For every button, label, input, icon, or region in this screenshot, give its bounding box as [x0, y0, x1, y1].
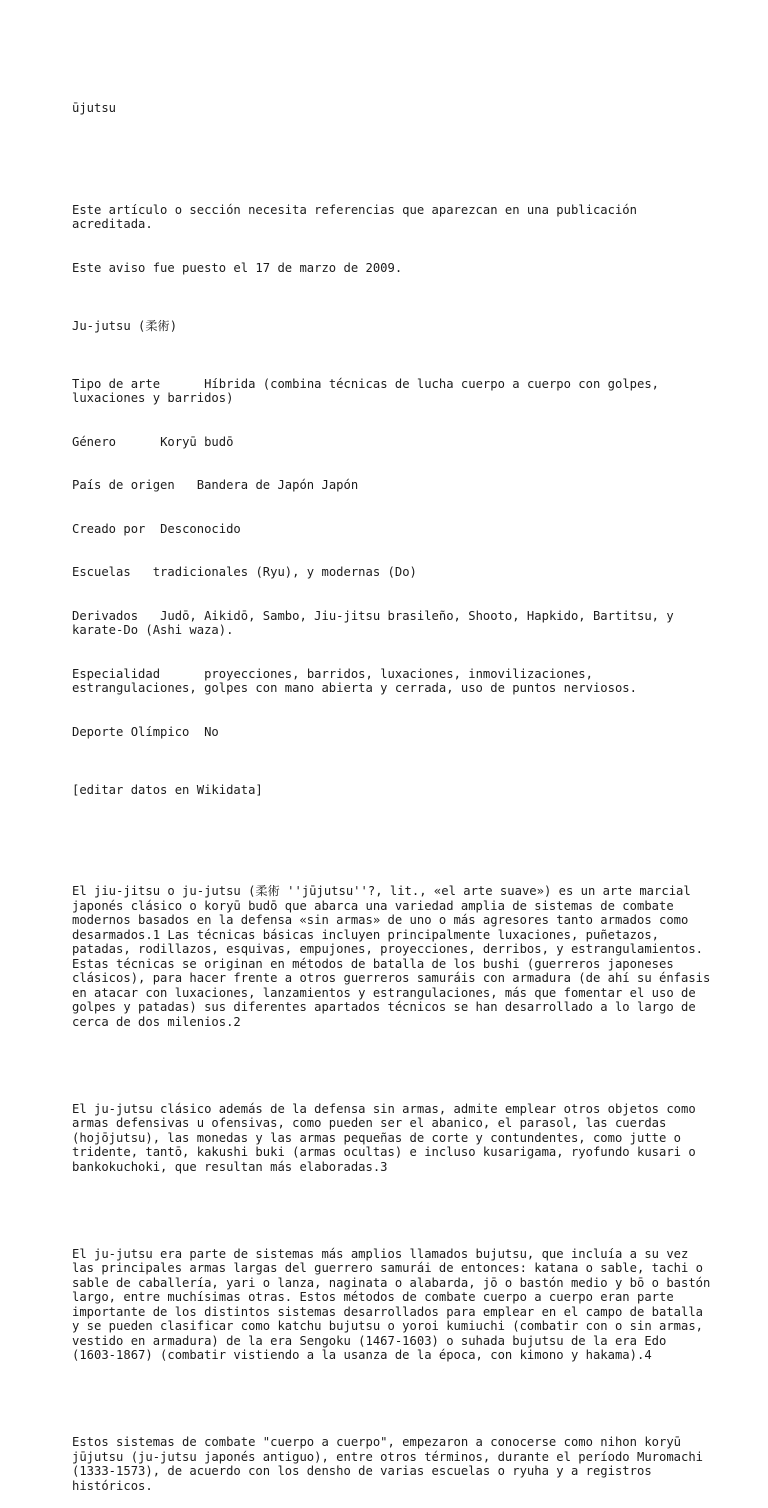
paragraph-1: El jiu-jitsu o ju-jutsu (柔術 ''jūjutsu''?, lit., «el arte suave») es un arte marcial japonés clásico o koryū budō que abarca una variedad amplia de sistemas de combate modernos basados en la defensa «sin armas» de uno o más agresores tanto armados como desarmados.1 Las técnicas básicas incluyen principalmente luxaciones, puñetazos, patadas, rodillazos, esquivas, empujones, proyecciones, derribos, y estrangulamientos. Estas técnicas se originan en métodos de batalla de los bushi (guerreros japoneses clásicos), para hacer frente a otros guerreros samuráis con armadura (de ahí su énfasis en atacar con luxaciones, lanzamientos y estrangulaciones, más que fomentar el uso de golpes y patadas) sus diferentes apartados técnicos se han desarrollado a lo largo de cerca de dos milenios.2 [72, 884, 718, 1029]
spacer [72, 1058, 712, 1073]
infobox-row-especialidad [72, 667, 712, 696]
infobox-label: Escuelas [72, 565, 131, 579]
infobox-sep [160, 667, 204, 681]
notice-line-2: Este aviso fue puesto el 17 de marzo de 2009. [72, 260, 403, 275]
paragraph-4: Estos sistemas de combate "cuerpo a cuerpo", empezaron a conocerse como nihon koryū jūjutsu (ju-jutsu japonés antiguo), entre otros términos, durante el período Muromachi (1333-1573), de acuerdo con los densho de varias escuelas o ryuha y a registros históricos. [72, 1435, 711, 1493]
infobox-sep [160, 377, 204, 391]
paragraph-3: El ju-jutsu era parte de sistemas más amplios llamados bujutsu, que incluía a su vez las principales armas largas del guerrero samurái de entonces: katana o sable, tachi o sable de caballería, yari o lanza, naginata o alabarda, jō o bastón medio y bō o bastón largo, entre muchísimas otras. Estos métodos de combate cuerpo a cuerpo eran parte importante de los distintos sistemas desarrollados para emplear en el campo de batalla y se pueden clasificar como katchu bujutsu o yoroi kumiuchi (combatir con o sin armas, vestido en armadura) de la era Sengoku (1467-1603) o suhada bujutsu de la era Edo (1603-1867) (combatir vistiendo a la usanza de la época, con kimono y hakama).4 [72, 1246, 718, 1362]
infobox-label: Deporte Olímpico [72, 724, 190, 739]
infobox-value: proyecciones, barridos, luxaciones, inmovilizaciones, estrangulaciones, golpes con mano abierta y cerrada, uso de puntos nerviosos. [72, 666, 637, 695]
infobox-label: Género [72, 434, 117, 449]
infobox-row-tipo [72, 377, 712, 406]
infobox-heading: Ju-jutsu (柔術) [72, 318, 178, 333]
infobox-row-creado [72, 522, 712, 537]
infobox-label: Creado por [72, 521, 146, 536]
infobox-sep [189, 725, 204, 739]
infobox-value: Bandera de Japón Japón [196, 478, 359, 492]
spacer [72, 826, 712, 841]
infobox-sep [145, 522, 160, 536]
infobox-value: tradicionales (Ryu), y modernas (Do) [152, 565, 417, 579]
infobox-value: Judō, Aikidō, Sambo, Jiu-jitsu brasileño, Shooto, Hapkido, Bartitsu, y karate-Do (Ashi waza). [72, 608, 682, 637]
infobox-label: Tipo de arte [72, 376, 161, 391]
infobox-row-pais [72, 478, 712, 493]
infobox-row-derivados [72, 609, 712, 638]
infobox-sep [131, 565, 153, 579]
infobox-value: Koryū budō [160, 434, 234, 449]
infobox-sep [138, 609, 160, 623]
infobox-label: Derivados [72, 608, 139, 623]
document-body [72, 72, 718, 1508]
infobox-value: Híbrida (combina técnicas de lucha cuerpo a cuerpo con golpes, luxaciones y barridos) [72, 376, 667, 405]
infobox-row-genero [72, 435, 712, 450]
infobox-label: Especialidad [72, 666, 161, 681]
spacer [72, 145, 712, 160]
spacer [72, 1203, 712, 1218]
edit-wikidata-link[interactable]: [editar datos en Wikidata] [72, 782, 263, 797]
infobox-row-escuelas [72, 565, 712, 580]
infobox-value: Desconocido [160, 521, 241, 536]
spacer [72, 1392, 712, 1407]
infobox-label: País de origen [72, 478, 175, 492]
page-title: ūjutsu [72, 101, 117, 115]
infobox-value: No [204, 724, 219, 739]
paragraph-2: El ju-jutsu clásico además de la defensa sin armas, admite emplear otros objetos como armas defensivas u ofensivas, como pueden ser el abanico, el parasol, las cuerdas (hojōjutsu), las monedas y las armas pequeñas de corte y contundentes, como jutte o tridente, tantō, kakushi buki (armas ocultas) e incluso kusarigama, ryofundo kusari o bankokuchoki, que resultan más elaboradas.3 [72, 1101, 704, 1174]
notice-line-1: Este artículo o sección necesita referencias que aparezcan en una publicación acreditada. [72, 202, 645, 231]
infobox-sep [175, 478, 197, 492]
infobox-sep [116, 435, 160, 449]
infobox-row-olimpico [72, 725, 712, 740]
